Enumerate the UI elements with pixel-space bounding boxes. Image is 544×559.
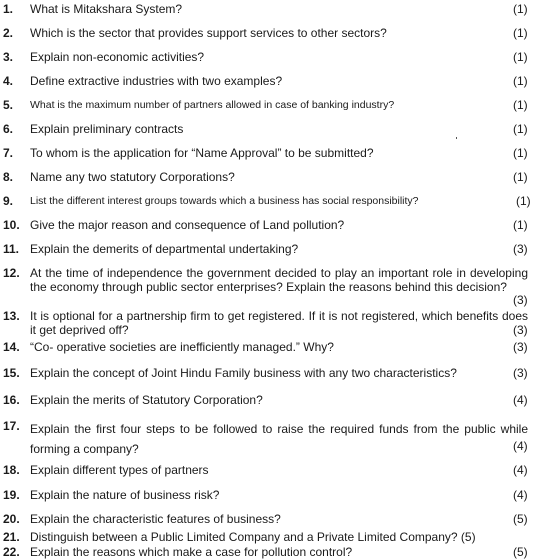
question-text: Define extractive industries with two examples?: [30, 74, 283, 88]
question-number: 3.: [3, 50, 14, 64]
question-number: 21.: [3, 530, 20, 544]
question-marks: (3): [513, 293, 528, 307]
question-marks: (1): [513, 170, 528, 184]
question-marks: (1): [513, 50, 528, 64]
question-marks: (5): [513, 545, 528, 559]
question-text: It is optional for a partnership firm to get registered. If it is not registered, which benefits does it get deprived off?: [30, 309, 528, 337]
question-number: 22.: [3, 545, 20, 559]
stray-ink-mark: [456, 137, 457, 139]
question-marks: (5): [513, 512, 528, 526]
question-number: 8.: [3, 170, 14, 184]
question-text: Explain the nature of business risk?: [30, 488, 220, 502]
question-number: 11.: [3, 242, 20, 256]
question-number: 19.: [3, 488, 20, 502]
question-text: Explain non-economic activities?: [30, 50, 205, 64]
question-number: 16.: [3, 393, 20, 407]
question-text: [30, 530, 476, 544]
question-marks: (3): [513, 242, 528, 256]
question-text: Explain the concept of Joint Hindu Family business with any two characteristics?: [30, 366, 457, 380]
question-marks: (1): [513, 2, 528, 16]
question-number: 13.: [3, 309, 20, 323]
question-number: 18.: [3, 463, 20, 477]
question-text: To whom is the application for “Name Approval” to be submitted?: [30, 146, 374, 160]
question-text: Explain the reasons which make a case for pollution control?: [30, 545, 353, 559]
question-marks: (4): [513, 488, 528, 502]
question-marks: (1): [513, 218, 528, 232]
question-marks: (1): [513, 74, 528, 88]
question-marks: (4): [513, 463, 528, 477]
question-marks: (3): [513, 340, 528, 354]
question-text-body: Distinguish between a Public Limited Company and a Private Limited Company?: [30, 530, 458, 544]
question-number: 6.: [3, 122, 14, 136]
question-number: 15.: [3, 366, 20, 380]
question-number: 10.: [3, 218, 20, 232]
question-text: Explain different types of partners: [30, 463, 209, 477]
question-text: Explain the characteristic features of business?: [30, 512, 281, 526]
question-text: Explain the demerits of departmental undertaking?: [30, 242, 299, 256]
question-number: 14.: [3, 340, 20, 354]
question-marks: (1): [513, 26, 528, 40]
question-marks: (4): [513, 393, 528, 407]
question-text: Give the major reason and consequence of Land pollution?: [30, 218, 345, 232]
question-number: 4.: [3, 74, 14, 88]
question-number: 12.: [3, 266, 20, 280]
question-marks: (3): [513, 366, 528, 380]
question-marks: (1): [516, 194, 531, 208]
question-text: At the time of independence the government decided to play an important role in developing the economy through public sector enterprises? Explain the reasons behind this decision?: [30, 266, 528, 294]
question-marks: (3): [513, 323, 528, 337]
question-number: 9.: [3, 194, 14, 208]
question-number: 5.: [3, 98, 14, 112]
question-marks: (1): [513, 146, 528, 160]
question-text: What is Mitakshara System?: [30, 2, 183, 16]
question-marks: (5): [460, 530, 476, 544]
question-marks: (1): [513, 122, 528, 136]
question-text: Name any two statutory Corporations?: [30, 170, 235, 184]
question-marks: (4): [513, 439, 528, 453]
question-text: Explain the first four steps to be followed to raise the required funds from the public while forming a company?: [30, 422, 528, 456]
question-text: Which is the sector that provides support services to other sectors?: [30, 26, 387, 40]
question-text: “Co- operative societies are inefficiently managed.” Why?: [30, 340, 334, 354]
question-marks: (1): [513, 98, 528, 112]
question-number: 1.: [3, 2, 14, 16]
question-number: 20.: [3, 512, 20, 526]
question-text: Explain preliminary contracts: [30, 122, 184, 136]
question-text: List the different interest groups towards which a business has social responsibility?: [30, 195, 419, 207]
question-number: 17.: [3, 419, 20, 433]
question-number: 7.: [3, 146, 14, 160]
question-number: 2.: [3, 26, 14, 40]
question-text: Explain the merits of Statutory Corporation?: [30, 393, 263, 407]
question-text: What is the maximum number of partners allowed in case of banking industry?: [30, 99, 395, 111]
